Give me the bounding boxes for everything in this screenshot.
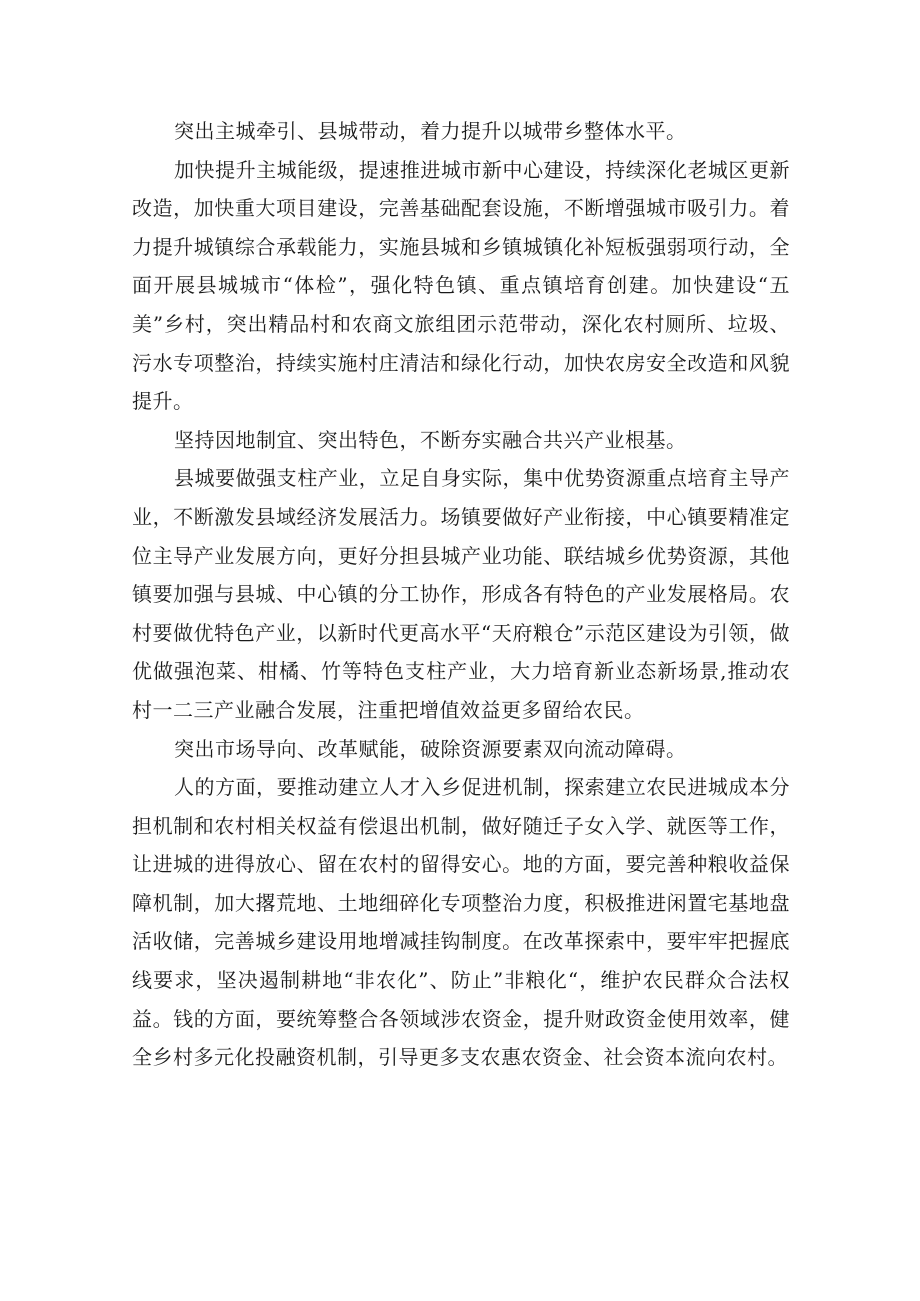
paragraph-industry-development: 县城要做强支柱产业，立足自身实际，集中优势资源重点培育主导产业，不断激发县域经济发展活力。场镇要做好产业衔接，中心镇要精准定位主导产业发展方向，更好分担县城产业功能、联结城乡优势资源，其他镇要加强与县城、中心镇的分工协作，形成各有特色的产业发展格局。农村要做优特色产业，以新时代更高水平“天府粮仓”示范区建设为引领，做优做强泡菜、柑橘、竹等特色支柱产业，大力培育新业态新场景,推动农村一二三产业融合发展，注重把增值效益更多留给农民。 <box>132 466 790 722</box>
heading-urban-leading: 突出主城牵引、县城带动，着力提升以城带乡整体水平。 <box>174 119 687 143</box>
heading-market-reform: 突出市场导向、改革赋能，破除资源要素双向流动障碍。 <box>174 736 687 761</box>
paragraph-resource-flow: 人的方面，要推动建立人才入乡促进机制，探索建立农民进城成本分担机制和农村相关权益有偿退出机制，做好随迁子女入学、就医等工作，让进城的进得放心、留在农村的留得安心。地的方面，要完善种粮收益保障机制，加大撂荒地、土地细碎化专项整治力度，积极推进闲置宅基地盘活收储，完善城乡建设用地增减挂钩制度。在改革探索中，要牢牢把握底线要求，坚决遏制耕地“非农化”、防止”非粮化“，维护农民群众合法权益。钱的方面，要统筹整合各领域涉农资金，提升财政资金使用效率，健全乡村多元化投融资机制，引导更多支农惠农资金、社会资本流向农村。 <box>132 775 790 1070</box>
paragraph-urban-capacity: 加快提升主城能级，提速推进城市新中心建设，持续深化老城区更新改造，加快重大项目建设，完善基础配套设施，不断增强城市吸引力。着力提升城镇综合承载能力，实施县城和乡镇城镇化补短板强弱项行动，全面开展县城城市“体检”，强化特色镇、重点镇培育创建。加快建设“五美”乡村，突出精品村和农商文旅组团示范带动，深化农村厕所、垃圾、污水专项整治，持续实施村庄清洁和绿化行动，加快农房安全改造和风貌提升。 <box>132 157 790 414</box>
document-body <box>132 112 790 1077</box>
heading-local-industry: 坚持因地制宜、突出特色，不断夯实融合共兴产业根基。 <box>174 427 687 452</box>
